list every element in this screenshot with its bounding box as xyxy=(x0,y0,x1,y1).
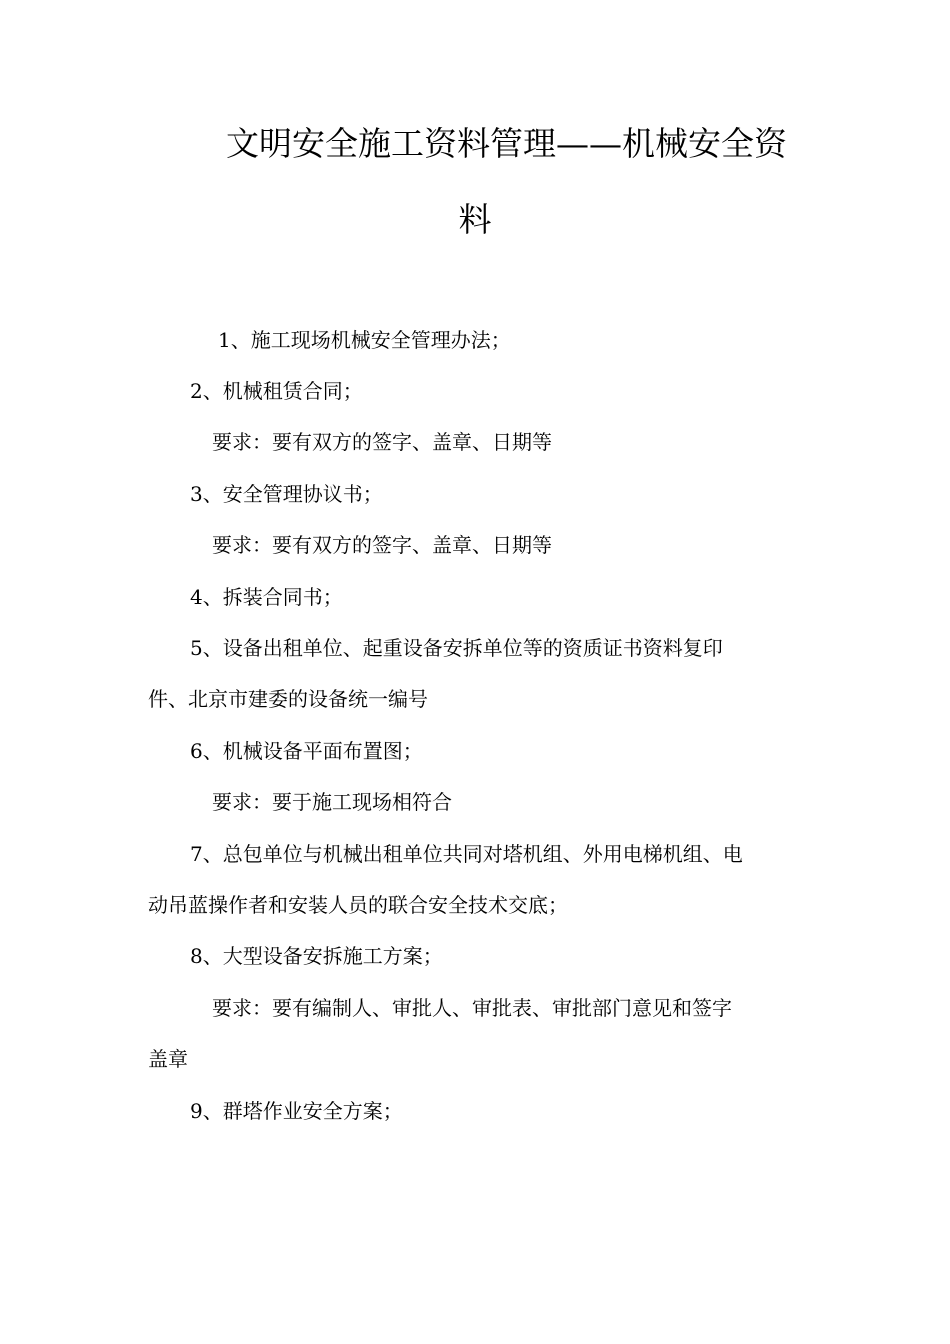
list-item-9: 9、群塔作业安全方案； xyxy=(190,1099,403,1123)
requirement-2: 要求：要有双方的签字、盖章、日期等 xyxy=(212,430,552,454)
list-item-7-continued: 动吊蓝操作者和安装人员的联合安全技术交底； xyxy=(148,893,568,917)
list-item-7: 7、总包单位与机械出租单位共同对塔机组、外用电梯机组、电 xyxy=(190,842,743,866)
document-title-line-2: 料 xyxy=(458,200,492,239)
list-item-2: 2、机械租赁合同； xyxy=(190,379,363,403)
requirement-8: 要求：要有编制人、审批人、审批表、审批部门意见和签字 xyxy=(212,996,732,1020)
list-item-5-continued: 件、北京市建委的设备统一编号 xyxy=(148,687,428,711)
list-item-8: 8、大型设备安拆施工方案； xyxy=(190,944,443,968)
requirement-6: 要求：要于施工现场相符合 xyxy=(212,790,452,814)
list-item-3: 3、安全管理协议书； xyxy=(190,482,383,506)
requirement-8-continued: 盖章 xyxy=(148,1047,188,1071)
requirement-3: 要求：要有双方的签字、盖章、日期等 xyxy=(212,533,552,557)
list-item-5: 5、设备出租单位、起重设备安拆单位等的资质证书资料复印 xyxy=(190,636,723,660)
list-item-6: 6、机械设备平面布置图； xyxy=(190,739,423,763)
list-item-4: 4、拆装合同书； xyxy=(190,585,343,609)
document-title-line-1: 文明安全施工资料管理——机械安全资 xyxy=(226,124,787,163)
list-item-1: 1、施工现场机械安全管理办法； xyxy=(218,328,511,352)
